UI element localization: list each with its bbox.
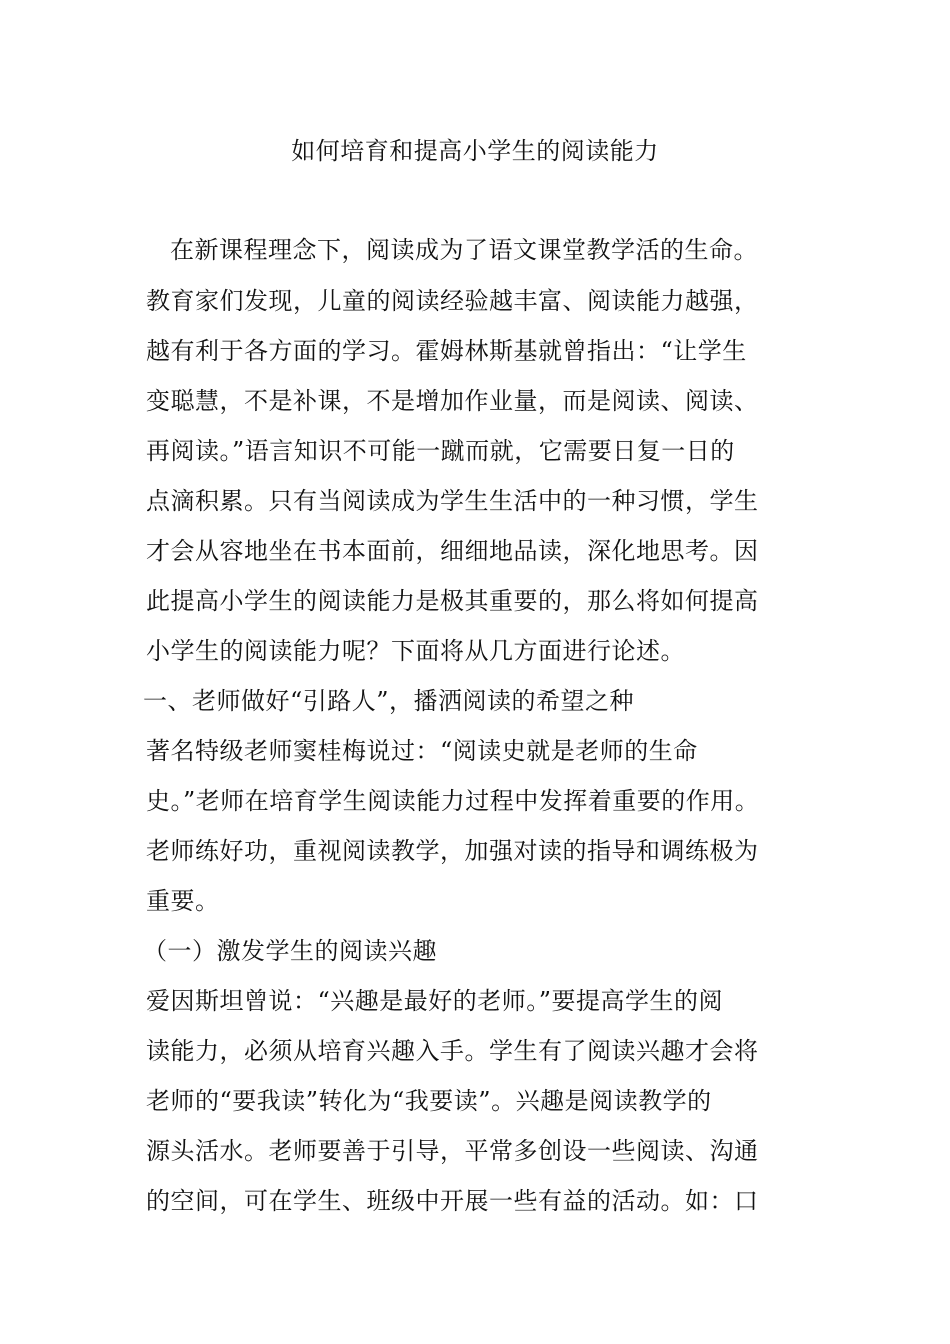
body-text-line: 的空间，可在学生、班级中开展一些有益的活动。如：口 <box>146 1187 759 1215</box>
document-title: 如何培育和提高小学生的阅读能力 <box>291 137 659 165</box>
body-text-line: 才会从容地坐在书本面前，细细地品读，深化地思考。因 <box>146 537 759 565</box>
body-text-line: 教育家们发现，儿童的阅读经验越丰富、阅读能力越强， <box>146 287 759 315</box>
body-text-line: 在新课程理念下，阅读成为了语文课堂教学活的生命。 <box>170 236 758 264</box>
body-text-line: 小学生的阅读能力呢？下面将从几方面进行论述。 <box>146 637 685 665</box>
body-text-line: 重要。 <box>146 887 220 915</box>
body-text-line: 爱因斯坦曾说：“兴趣是最好的老师。”要提高学生的阅 <box>146 987 724 1015</box>
body-text-line: 越有利于各方面的学习。霍姆林斯基就曾指出：“让学生 <box>146 337 747 365</box>
body-text-line: 点滴积累。只有当阅读成为学生生活中的一种习惯，学生 <box>146 487 759 515</box>
body-text-line: 变聪慧，不是补课，不是增加作业量，而是阅读、阅读、 <box>146 387 759 415</box>
body-text-line: 此提高小学生的阅读能力是极其重要的，那么将如何提高 <box>146 587 759 615</box>
section-heading: 一、老师做好“引路人”，播洒阅读的希望之种 <box>143 687 635 715</box>
body-text-line: 读能力，必须从培育兴趣入手。学生有了阅读兴趣才会将 <box>146 1037 759 1065</box>
body-text-line: 老师的“要我读”转化为“我要读”。兴趣是阅读教学的 <box>146 1087 712 1115</box>
subsection-heading: （一）激发学生的阅读兴趣 <box>143 937 437 965</box>
body-text-line: 著名特级老师窦桂梅说过：“阅读史就是老师的生命 <box>146 737 698 765</box>
body-text-line: 源头活水。老师要善于引导，平常多创设一些阅读、沟通 <box>146 1137 759 1165</box>
body-text-line: 再阅读。”语言知识不可能一蹴而就，它需要日复一日的 <box>146 437 735 465</box>
body-text-line: 史。”老师在培育学生阅读能力过程中发挥着重要的作用。 <box>146 787 760 815</box>
body-text-line: 老师练好功，重视阅读教学，加强对读的指导和调练极为 <box>146 837 759 865</box>
